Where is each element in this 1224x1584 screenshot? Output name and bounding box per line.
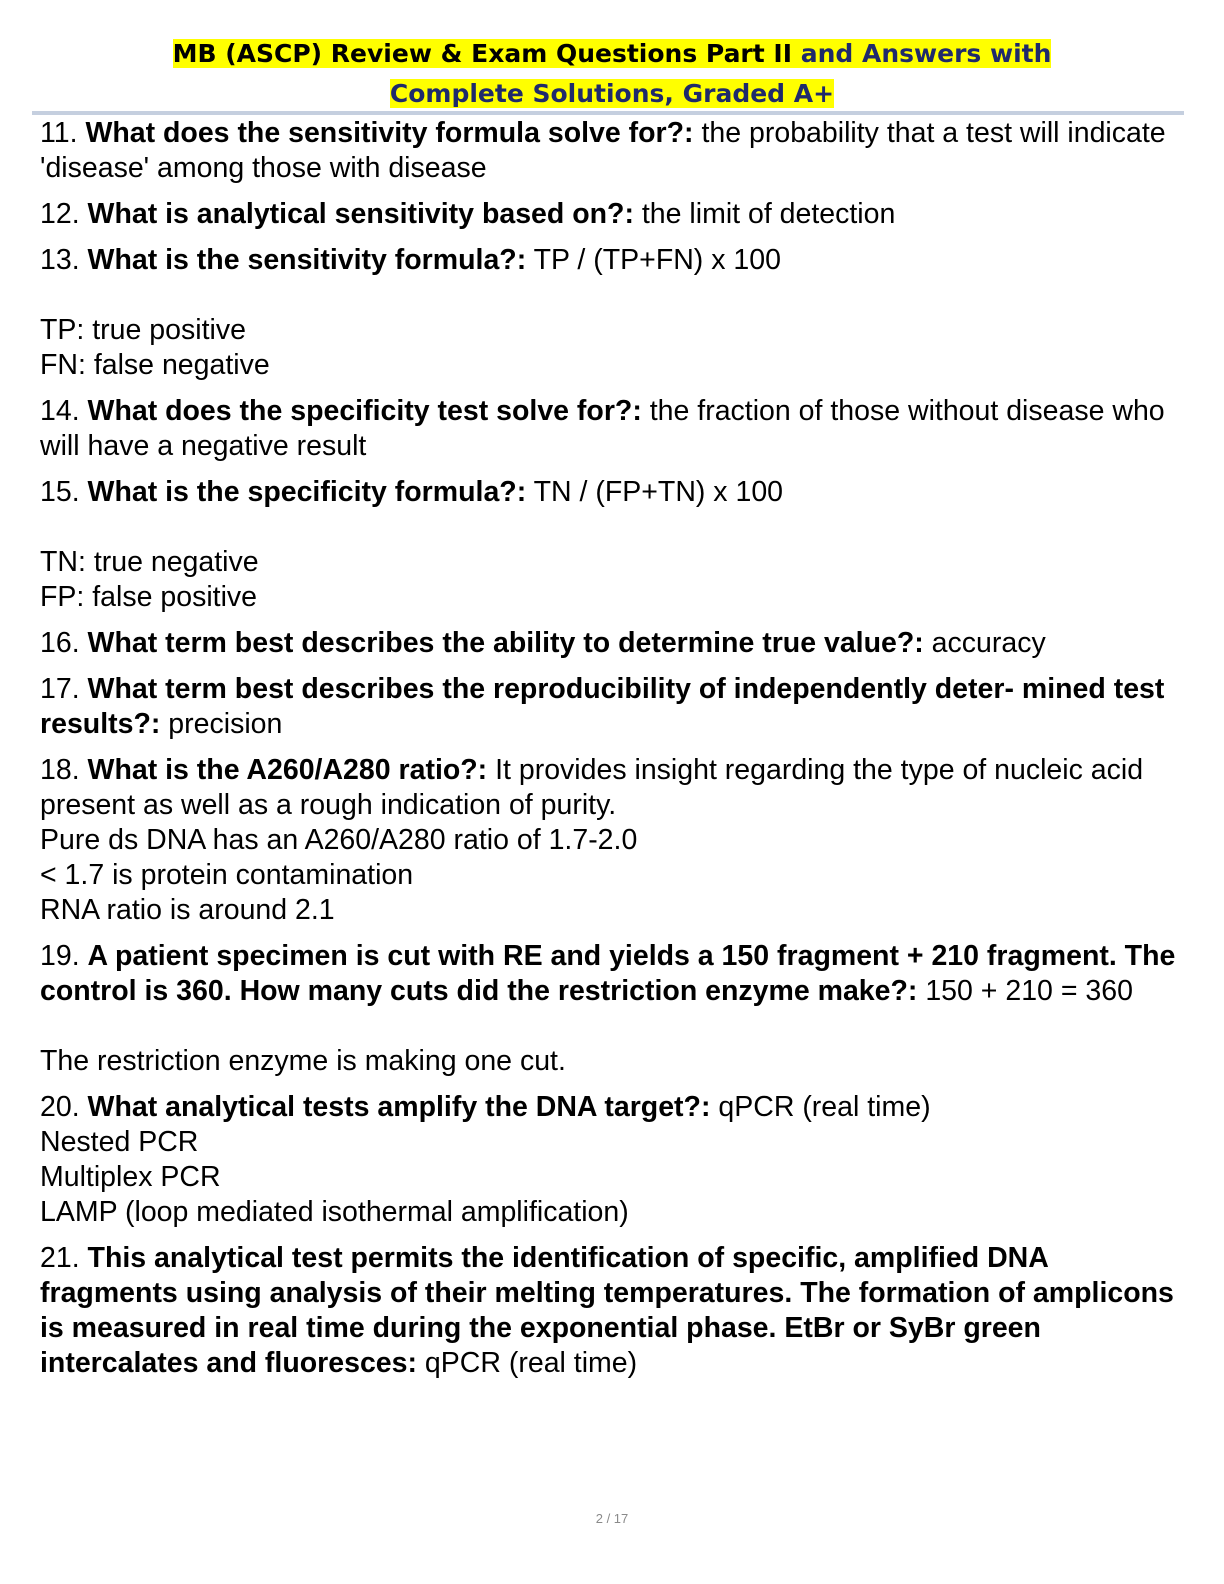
qa-item-21: [40, 1241, 1190, 1381]
item-number: 11.: [40, 117, 78, 149]
item-extra-line: TP: true positive: [40, 314, 246, 346]
item-question: A patient specimen is cut with RE and yields a 150 fragment + 210 fragment. The control is 360. How many cuts did the restriction enzyme make?:: [40, 940, 1176, 1007]
item-question: What term best describes the reproducibility of independently deter- mined test results?:: [40, 673, 1165, 740]
item-extra-line: FP: false positive: [40, 581, 258, 613]
item-answer: qPCR (real time): [417, 1347, 638, 1379]
item-number: 20.: [40, 1091, 80, 1123]
item-question: This analytical test permits the identification of specific, amplified DNA fragments using analysis of their melting temperatures. The formation of amplicons is measured in real time during the exponential phase. EtBr or SyBr green intercalates and fluoresces:: [40, 1242, 1174, 1379]
item-question: What term best describes the ability to determine true value?:: [87, 627, 924, 659]
item-line: Nested PCR: [40, 1126, 199, 1158]
item-answer: TN / (FP+TN) x 100: [526, 476, 784, 508]
item-question: What analytical tests amplify the DNA target?:: [87, 1091, 711, 1123]
qa-item-13: [40, 243, 1190, 383]
item-line: < 1.7 is protein contamination: [40, 859, 414, 891]
qa-item-17: [40, 672, 1190, 742]
item-answer: qPCR (real time): [710, 1091, 931, 1123]
item-number: 18.: [40, 754, 80, 786]
item-question: What is analytical sensitivity based on?:: [87, 198, 634, 230]
item-number: 16.: [40, 627, 80, 659]
qa-item-12: [40, 197, 1190, 232]
item-number: 15.: [40, 476, 80, 508]
item-extra-line: The restriction enzyme is making one cut.: [40, 1045, 566, 1077]
qa-item-18: [40, 753, 1190, 928]
item-answer: the probability that a test will indicate 'disease' among those with disease: [40, 117, 1166, 184]
item-question: What is the sensitivity formula?:: [87, 244, 527, 276]
qa-item-15: [40, 475, 1190, 615]
document-header: [0, 34, 1224, 114]
item-answer: accuracy: [923, 627, 1046, 659]
blank-line: [40, 510, 1190, 545]
item-line: Multiplex PCR: [40, 1161, 221, 1193]
item-number: 17.: [40, 673, 80, 705]
item-line: Pure ds DNA has an A260/A280 ratio of 1.7-2.0: [40, 824, 638, 856]
item-answer: TP / (TP+FN) x 100: [526, 244, 781, 276]
page-number: 2 / 17: [595, 1511, 629, 1526]
item-number: 12.: [40, 198, 80, 230]
item-question: What is the A260/A280 ratio?:: [87, 754, 488, 786]
qa-list: [40, 116, 1190, 1392]
item-extra-line: TN: true negative: [40, 546, 259, 578]
header-title-line2: Complete Solutions, Graded A+: [389, 79, 835, 108]
item-number: 13.: [40, 244, 80, 276]
header-divider: [32, 111, 1184, 115]
qa-item-20: [40, 1090, 1190, 1230]
item-extra-line: FN: false negative: [40, 349, 270, 381]
item-number: 19.: [40, 940, 80, 972]
blank-line: [40, 278, 1190, 313]
item-question: What does the specificity test solve for?:: [87, 395, 642, 427]
qa-item-14: [40, 394, 1190, 464]
item-number: 21.: [40, 1242, 80, 1274]
qa-item-11: [40, 116, 1190, 186]
item-answer: precision: [160, 708, 283, 740]
qa-item-19: [40, 939, 1190, 1079]
item-question: What is the specificity formula?:: [87, 476, 527, 508]
item-line: RNA ratio is around 2.1: [40, 894, 335, 926]
header-line-2: [0, 74, 1224, 114]
item-line: LAMP (loop mediated isothermal amplification): [40, 1196, 629, 1228]
qa-item-16: [40, 626, 1190, 661]
item-answer: the limit of detection: [633, 198, 896, 230]
header-line-1: [0, 34, 1224, 74]
header-title-part1: MB (ASCP) Review & Exam Questions Part II: [172, 39, 793, 68]
blank-line: [40, 1009, 1190, 1044]
item-answer: 150 + 210 = 360: [917, 975, 1133, 1007]
item-answer: the fraction of those without disease who will have a negative result: [40, 395, 1165, 462]
item-answer: It provides insight regarding the type of nucleic acid present as well as a rough indication of purity.: [40, 754, 1144, 821]
item-question: What does the sensitivity formula solve for?:: [85, 117, 694, 149]
item-number: 14.: [40, 395, 80, 427]
header-title-part2: and Answers with: [792, 39, 1052, 68]
